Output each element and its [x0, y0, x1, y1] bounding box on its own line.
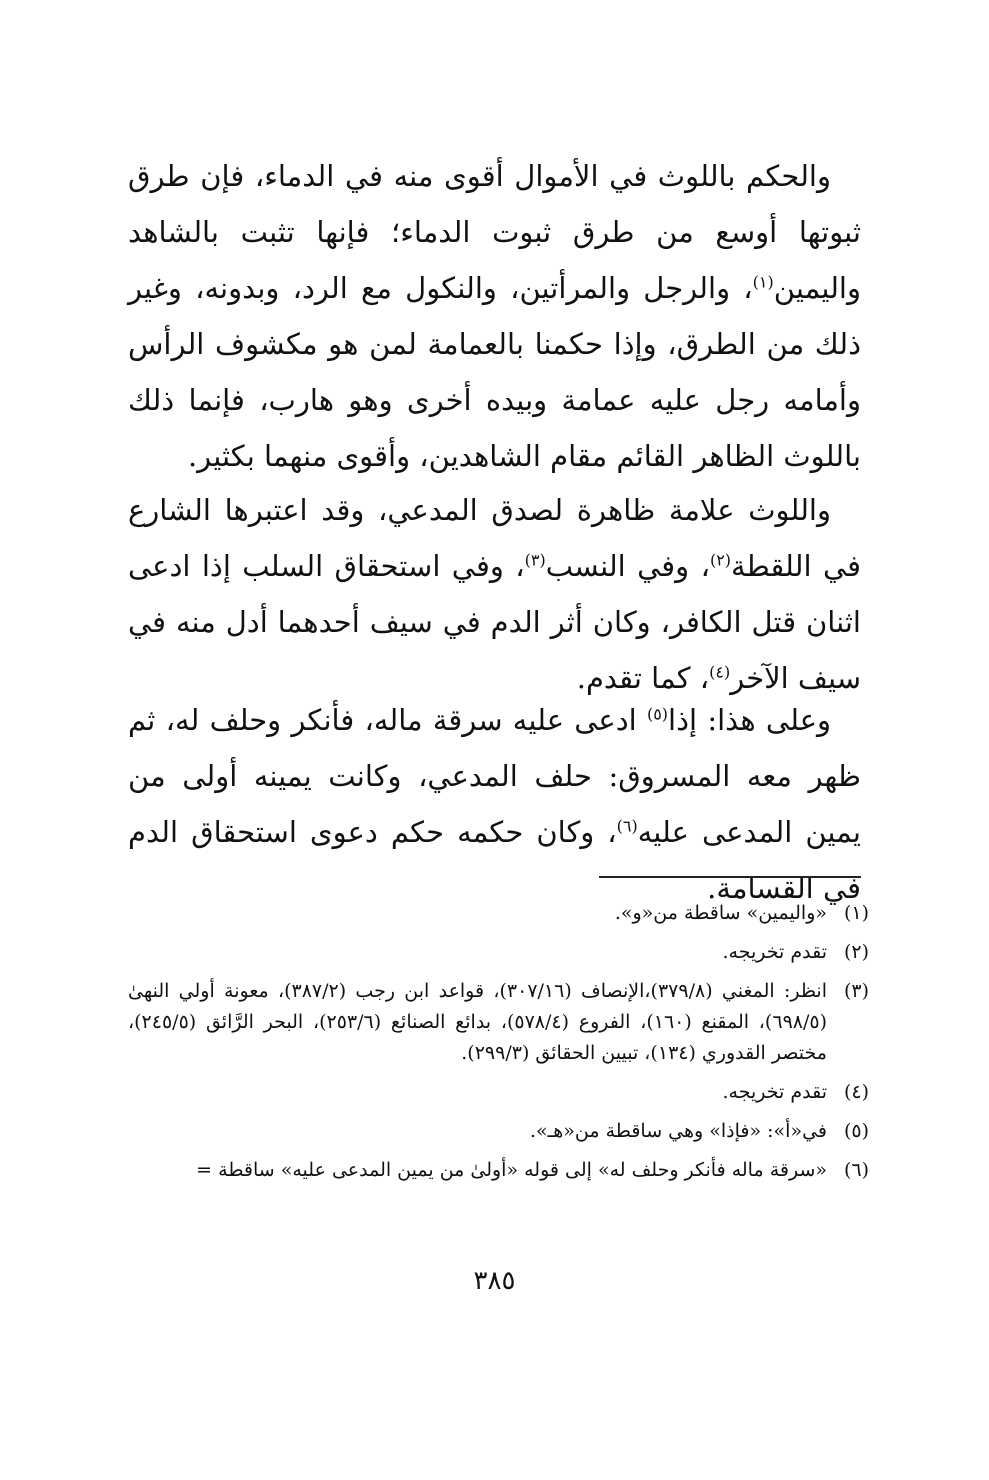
footnote-number: (٢) [843, 941, 869, 963]
paragraph-3 [128, 692, 861, 916]
paragraph-2 [128, 482, 861, 706]
footnote-number: (٥) [843, 1120, 869, 1142]
footnote-ref-1: (١) [752, 272, 774, 292]
footnote-ref-2: (٢) [709, 550, 732, 570]
footnote-5 [128, 1116, 869, 1147]
paragraph-text: واللوث علامة ظاهرة لصدق المدعي، وقد اعتبرها الشارع في اللقطة [128, 493, 861, 583]
footnote-text: انظر: المغني (٣٧٩/٨)،الإنصاف (٣٠٧/١٦)، قواعد ابن رجب (٣٨٧/٢)، معونة أولي النهىٰ (٦٩٨/٥)، المقنع (١٦٠)، الفروع (٥٧٨/٤)، بدائع الصنائع (٢٥٣/٦)، البحر الرَّائق (٢٤٥/٥)، مختصر القدوري (١٣٤)، تبيين الحقائق (٢٩٩/٣). [128, 980, 828, 1064]
paragraph-text: ادعى عليه سرقة ماله، فأنكر وحلف له، ثم ظهر معه المسروق: حلف المدعي، وكانت يمينه أولى من يمين المدعى عليه [128, 703, 861, 849]
footnote-text: تقدم تخريجه. [722, 941, 827, 963]
footnote-ref-4: (٤) [709, 662, 731, 682]
footnote-ref-3: (٣) [524, 550, 546, 570]
page-number: ٣٨٥ [473, 1266, 516, 1296]
paragraph-text: والحكم باللوث في الأموال أقوى منه في الدماء، فإن طرق ثبوتها أوسع من طرق ثبوت الدماء؛ فإنها تثبت بالشاهد واليمين [128, 159, 861, 305]
paragraph-text: ، والرجل والمرأتين، والنكول مع الرد، وبدونه، وغير ذلك من الطرق، وإذا حكمنا بالعمامة لمن هو مكشوف الرأس وأمامه رجل عليه عمامة وبيده أخرى وهو هارب، فإنما ذلك باللوث الظاهر القائم مقام الشاهدين، وأقوى منهما بكثير. [128, 271, 861, 473]
paragraph-text: ، وفي استحقاق السلب إذا ادعى اثنان قتل الكافر، وكان أثر الدم في سيف أحدهما أدل منه في سيف الآخر [128, 549, 861, 695]
paragraph-text: ، وكان حكمه حكم دعوى استحقاق الدم في القسامة. [128, 815, 861, 905]
footnote-number: (٣) [843, 980, 869, 1002]
footnote-ref-6: (٦) [616, 816, 638, 836]
paragraph-text: ، وفي النسب [545, 549, 710, 583]
footnote-number: (١) [843, 902, 869, 924]
footnotes-list [128, 898, 869, 1194]
footnote-text: في«أ»: «فإذا» وهي ساقطة من«هـ». [530, 1120, 827, 1142]
footnote-6 [128, 1155, 869, 1186]
paragraph-1 [128, 148, 861, 484]
footnote-2 [128, 937, 869, 968]
footnote-separator [599, 876, 861, 878]
footnote-number: (٦) [843, 1159, 869, 1181]
footnote-4 [128, 1077, 869, 1108]
paragraph-text: وعلى هذا: إذا [668, 703, 832, 737]
footnote-1 [128, 898, 869, 929]
paragraph-text: ، كما تقدم. [576, 661, 710, 695]
footnote-text: تقدم تخريجه. [722, 1081, 827, 1103]
footnote-ref-5: (٥) [646, 704, 669, 724]
footnote-text: «واليمين» ساقطة من«و». [614, 902, 827, 924]
footnote-text: «سرقة ماله فأنكر وحلف له» إلى قوله «أولىٰ من يمين المدعى عليه» ساقطة = [196, 1159, 827, 1181]
footnote-number: (٤) [843, 1081, 869, 1103]
footnote-3 [128, 976, 869, 1069]
